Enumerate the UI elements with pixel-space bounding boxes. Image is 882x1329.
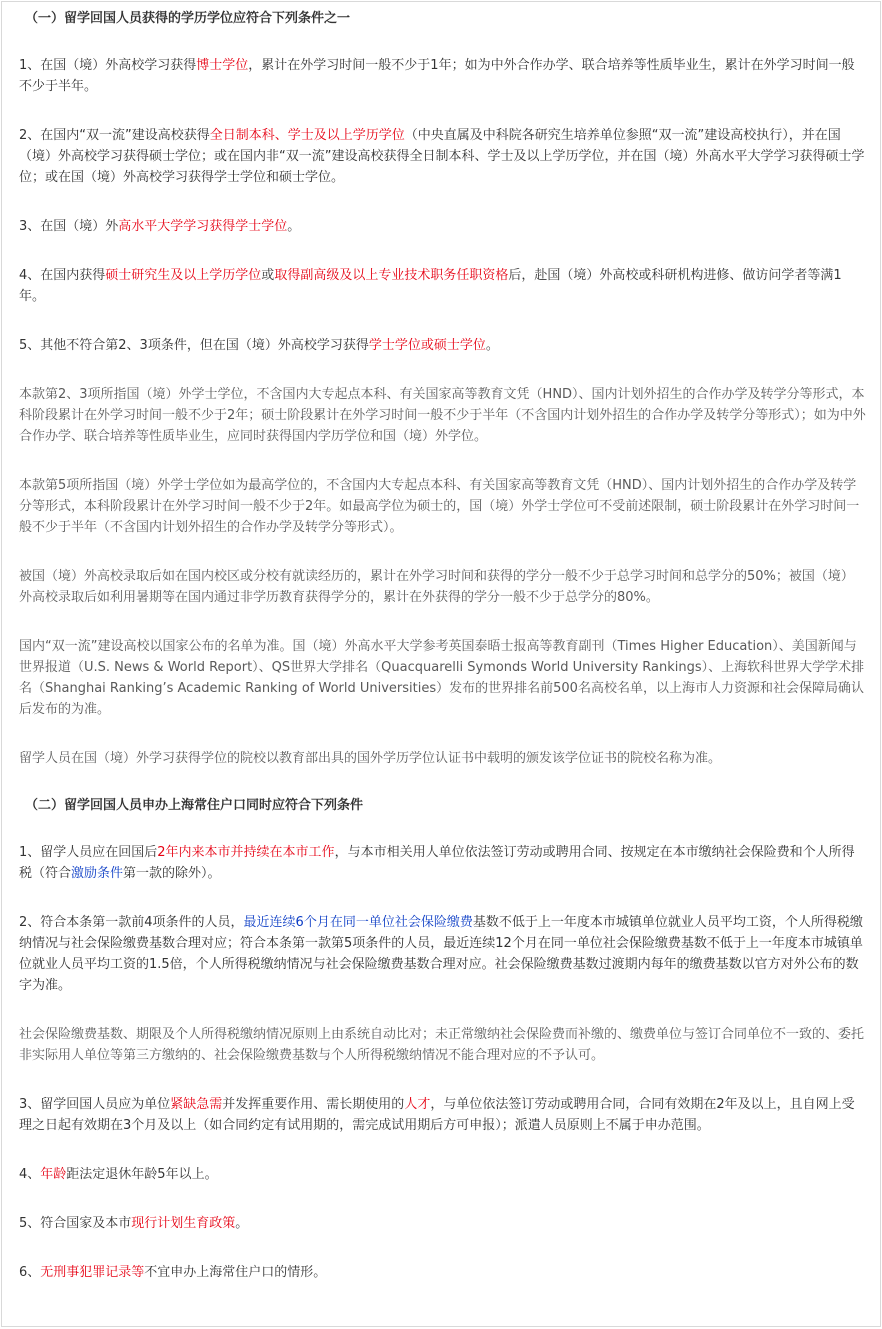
s1-item-4 [19, 265, 866, 307]
highlight-red: 年龄 [40, 1167, 67, 1182]
text-segment: 距法定退休年龄5年以上。 [66, 1167, 218, 1182]
text-segment: 4、 [19, 1167, 41, 1182]
text-segment: 2、符合本条第一款前4项条件的人员， [19, 915, 244, 930]
text-segment: 3、留学回国人员应为单位 [19, 1097, 171, 1112]
text-segment: 第一款的除外）。 [123, 866, 221, 881]
text-segment: 1、留学人员应在回国后 [19, 845, 158, 860]
highlight-red: 硕士研究生及以上学历学位 [105, 268, 262, 283]
section1-heading: （一）留学回国人员获得的学历学位应符合下列条件之一 [25, 11, 351, 26]
highlight-red: 人才 [404, 1097, 431, 1112]
text-segment: 或 [261, 268, 275, 283]
s2-item-5 [19, 1213, 866, 1234]
s1-item-1 [19, 55, 866, 97]
s2-note: 社会保险缴费基数、期限及个人所得税缴纳情况原则上由系统自动比对；未正常缴纳社会保险费而补缴的、缴费单位与签订合同单位不一致的、委托非实际用人单位等第三方缴纳的、社会保险缴费基数与个人所得税缴纳情况不能合理对应的不予认可。 [19, 1027, 865, 1063]
s2-item-4 [19, 1164, 866, 1185]
text-segment: 1、在国（境）外高校学习获得 [19, 58, 197, 73]
text-segment: ，与本市相关用人单位依法签订劳动或聘用合同、按规定在本市缴纳社会保险费和个人所得税（符合 [19, 845, 855, 881]
s1-item-5 [19, 335, 866, 356]
text-segment: 6、 [19, 1265, 41, 1280]
highlight-red: 全日制本科、学士及以上学历学位 [209, 128, 405, 143]
text-segment: 5、符合国家及本市 [19, 1216, 132, 1231]
text-segment: 不宜申办上海常住户口的情形。 [144, 1265, 327, 1280]
highlight-red: 无刑事犯罪记录等 [40, 1265, 145, 1280]
section2-heading: （二）留学回国人员申办上海常住户口同时应符合下列条件 [25, 798, 364, 813]
text-segment: 。 [235, 1216, 249, 1231]
text-segment: 2、在国内“双一流”建设高校获得 [19, 128, 210, 143]
text-segment: 后，赴国（境）外高校或科研机构进修、做访问学者等满1年。 [19, 268, 842, 304]
s1-note-3: 被国（境）外高校录取后如在国内校区或分校有就读经历的，累计在外学习时间和获得的学分一般不少于总学习时间和总学分的50%；被国（境）外高校录取后如利用暑期等在国内通过非学历教育获得学分的，累计在外获得的学分一般不少于总学分的80%。 [19, 569, 854, 605]
s2-item-1 [19, 842, 866, 884]
article-page [1, 1, 881, 1327]
s1-note-4: 国内“双一流”建设高校以国家公布的名单为准。国（境）外高水平大学参考英国泰晤士报高等教育副刊（Times Higher Education）、美国新闻与世界报道（U.S. News & World Report）、QS世界大学排名（Quacquarelli Symonds World University Rankings）、上海软科世界大学学术排名（Shanghai Ranking’s Academic Ranking of World Universities）发布的世界排名前500名高校名单，以上海市人力资源和社会保障局确认后发布的为准。 [19, 639, 865, 717]
s2-item-6 [19, 1262, 866, 1283]
highlight-red: 学士学位或硕士学位 [368, 338, 486, 353]
highlight-red: 现行计划生育政策 [131, 1216, 236, 1231]
text-segment: 。 [287, 219, 301, 234]
text-segment: 4、在国内获得 [19, 268, 106, 283]
text-segment: 。 [485, 338, 499, 353]
highlight-blue: 最近连续6个月在同一单位社会保险缴费 [243, 915, 473, 930]
highlight-blue: 激励条件 [71, 866, 124, 881]
s1-item-3 [19, 216, 866, 237]
s2-item-3 [19, 1094, 866, 1136]
highlight-red: 高水平大学学习获得学士学位 [118, 219, 288, 234]
s1-note-5: 留学人员在国（境）外学习获得学位的院校以教育部出具的国外学历学位认证书中载明的颁发该学位证书的院校名称为准。 [19, 751, 722, 766]
s1-note-2: 本款第5项所指国（境）外学士学位如为最高学位的，不含国内大专起点本科、有关国家高等教育文凭（HND）、国内计划外招生的合作办学及转学分等形式，本科阶段累计在外学习时间一般不少于2年。如最高学位为硕士的，国（境）外学士学位可不受前述限制，硕士阶段累计在外学习时间一般不少于半年（不含国内计划外招生的合作办学及转学分等形式）。 [19, 478, 860, 535]
text-segment: 5、其他不符合第2、3项条件，但在国（境）外高校学习获得 [19, 338, 369, 353]
s1-item-2 [19, 125, 866, 188]
highlight-red: 博士学位 [196, 58, 249, 73]
text-segment: ，与单位依法签订劳动或聘用合同，合同有效期在2年及以上，且自网上受理之日起有效期在3个月及以上（如合同约定有试用期的，需完成试用期后方可申报）；派遣人员原则上不属于申办范围。 [19, 1097, 855, 1133]
text-segment: （中央直属及中科院各研究生培养单位参照“双一流”建设高校执行），并在国（境）外高校学习获得硕士学位；或在国内非“双一流”建设高校获得全日制本科、学士及以上学历学位，并在国（境）外高水平大学学习获得硕士学位；或在国（境）外高校学习获得学士学位和硕士学位。 [19, 128, 865, 185]
s1-note-1: 本款第2、3项所指国（境）外学士学位，不含国内大专起点本科、有关国家高等教育文凭（HND）、国内计划外招生的合作办学及转学分等形式，本科阶段累计在外学习时间一般不少于2年；硕士阶段累计在外学习时间一般不少于半年（不含国内计划外招生的合作办学及转学分等形式）；如为中外合作办学、联合培养等性质毕业生，应同时获得国内学历学位和国（境）外学位。 [19, 387, 866, 444]
s2-item-2 [19, 912, 866, 996]
highlight-red: 取得副高级及以上专业技术职务任职资格 [274, 268, 509, 283]
text-segment: 基数不低于上一年度本市城镇单位就业人员平均工资，个人所得税缴纳情况与社会保险缴费基数合理对应；符合本条第一款第5项条件的人员，最近连续12个月在同一单位社会保险缴费基数不低于上一年度本市城镇单位就业人员平均工资的1.5倍，个人所得税缴纳情况与社会保险缴费基数合理对应。社会保险缴费基数过渡期内每年的缴费基数以官方对外公布的数字为准。 [19, 915, 863, 993]
highlight-red: 2年内来本市并持续在本市工作 [157, 845, 335, 860]
text-segment: 3、在国（境）外 [19, 219, 119, 234]
highlight-red: 紧缺急需 [170, 1097, 223, 1112]
text-segment: 并发挥重要作用、需长期使用的 [222, 1097, 405, 1112]
text-segment: ，累计在外学习时间一般不少于1年；如为中外合作办学、联合培养等性质毕业生，累计在外学习时间一般不少于半年。 [19, 58, 855, 94]
